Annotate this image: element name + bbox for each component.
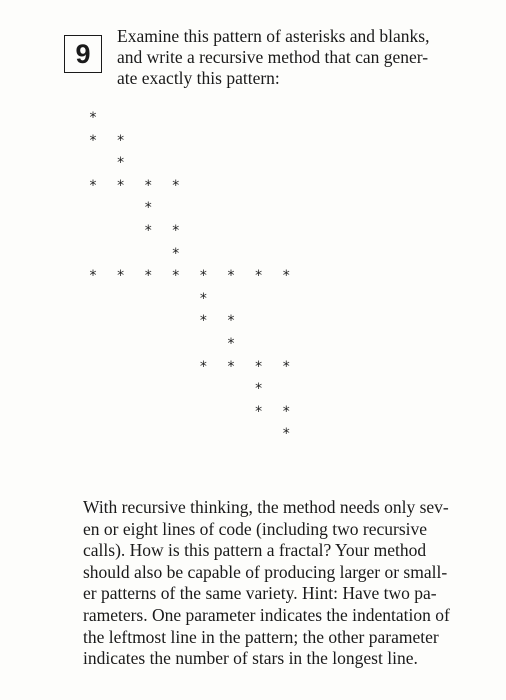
asterisk: * xyxy=(144,268,152,285)
asterisk: * xyxy=(172,177,180,194)
asterisk: * xyxy=(199,290,207,307)
asterisk: * xyxy=(282,403,290,420)
asterisk: * xyxy=(172,245,180,262)
asterisk: * xyxy=(282,426,290,443)
description-line: rameters. One parameter indicates the indentation of xyxy=(83,604,450,625)
asterisk: * xyxy=(172,268,180,285)
exercise-number: 9 xyxy=(64,35,102,73)
asterisk: * xyxy=(144,200,152,217)
intro-line: and write a recursive method that can gener- xyxy=(117,47,429,67)
asterisk: * xyxy=(89,132,97,149)
asterisk: * xyxy=(117,155,125,172)
asterisk: * xyxy=(117,177,125,194)
asterisk: * xyxy=(172,223,180,239)
description-line: calls). How is this pattern a fractal? Your method xyxy=(83,540,427,561)
asterisk: * xyxy=(199,358,207,375)
asterisk: * xyxy=(199,268,207,285)
description-line: With recursive thinking, the method needs only sev- xyxy=(83,497,449,517)
asterisk: * xyxy=(255,358,263,375)
asterisk: * xyxy=(144,223,152,239)
description-line: should also be capable of producing larger or small- xyxy=(83,561,448,582)
intro-line: ate exactly this pattern: xyxy=(117,68,280,88)
asterisk: * xyxy=(227,268,235,285)
asterisk: * xyxy=(89,268,97,285)
asterisk: * xyxy=(255,403,263,420)
asterisk: * xyxy=(144,177,152,194)
asterisk: * xyxy=(227,358,235,375)
asterisk: * xyxy=(255,268,263,285)
intro-line: Examine this pattern of asterisks and blanks, xyxy=(117,26,430,46)
description-line: the leftmost line in the pattern; the other parameter xyxy=(83,626,439,647)
description-line: en or eight lines of code (including two recursive xyxy=(83,518,428,539)
asterisk: * xyxy=(117,268,125,285)
asterisk: * xyxy=(227,336,235,352)
asterisk: * xyxy=(282,358,290,375)
asterisk: * xyxy=(199,313,207,330)
asterisk: * xyxy=(255,381,263,398)
asterisk: * xyxy=(227,313,235,330)
description-line: er patterns of the same variety. Hint: Have two pa- xyxy=(83,583,437,604)
exercise-description xyxy=(83,497,493,670)
asterisk: * xyxy=(282,268,290,285)
asterisk: * xyxy=(89,177,97,194)
asterisk: * xyxy=(89,110,97,126)
description-line: indicates the number of stars in the longest line. xyxy=(83,648,418,669)
asterisk: * xyxy=(117,132,125,149)
